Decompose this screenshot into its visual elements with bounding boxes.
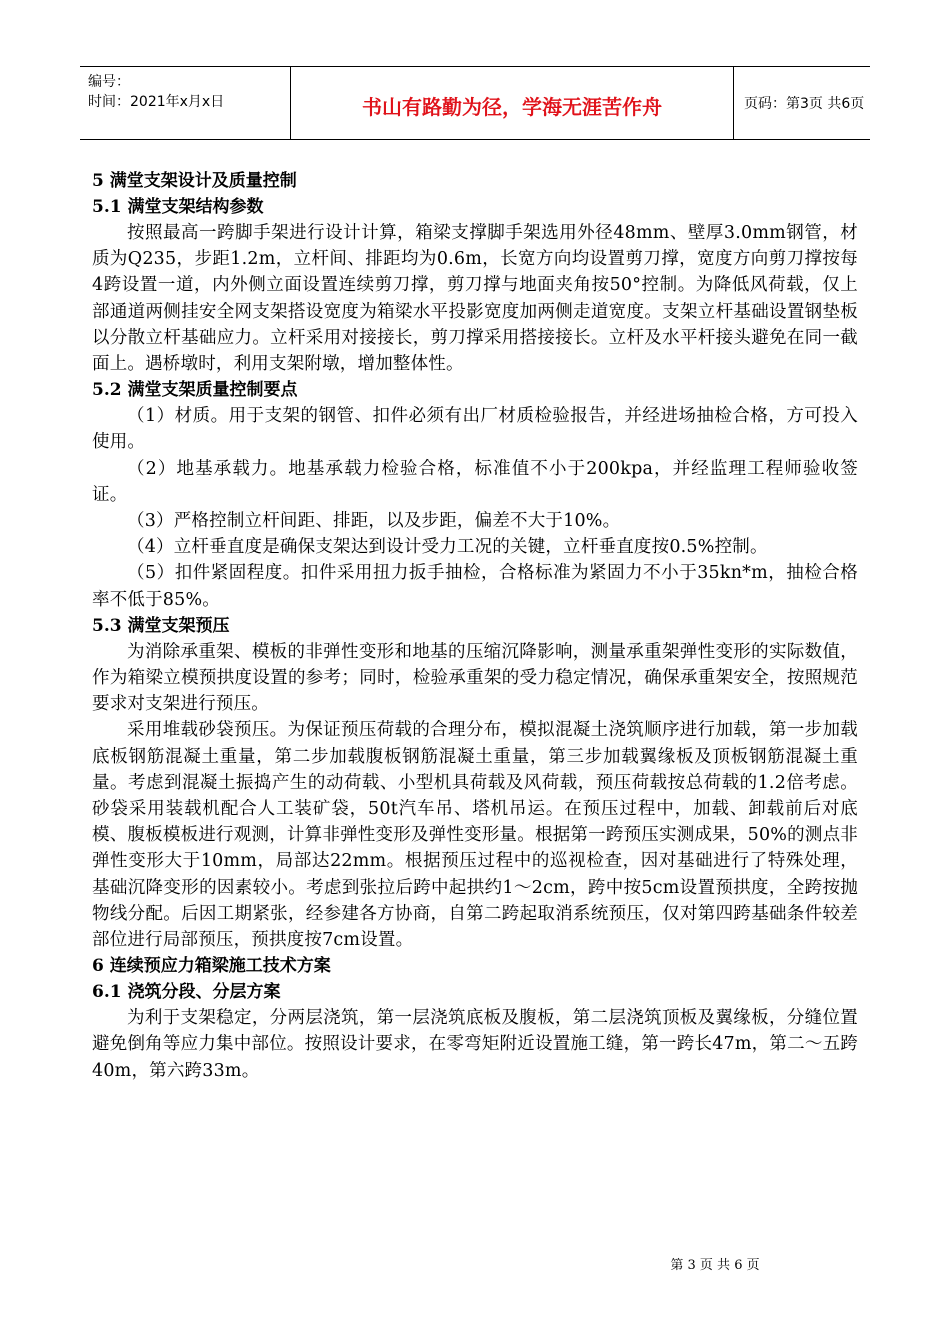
paragraph: 按照最高一跨脚手架进行设计计算，箱梁支撑脚手架选用外径48mm、壁厚3.0mm钢管，材质为Q235，步距1.2m，立杆间、排距均为0.6m，长宽方向均设置剪刀撑，宽度方向剪刀撑按每4跨设置一道，内外侧立面设置连续剪刀撑，剪刀撑与地面夹角按50°控制。为降低风荷载，仅上部通道两侧挂安全网支架搭设宽度为箱梁水平投影宽度加两侧走道宽度。支架立杆基础设置钢垫板以分散立杆基础应力。立杆采用对接接长，剪刀撑采用搭接接长。立杆及水平杆接头避免在同一截面上。遇桥墩时，利用支架附墩，增加整体性。 bbox=[92, 223, 858, 375]
paragraph: （5）扣件紧固程度。扣件采用扭力扳手抽检，合格标准为紧固力不小于35kn*m，抽检合格率不低于85%。 bbox=[92, 563, 858, 610]
section-heading: 6 连续预应力箱梁施工技术方案 bbox=[92, 956, 331, 977]
section-heading: 5 满堂支架设计及质量控制 bbox=[92, 171, 297, 191]
paragraph: （2）地基承载力。地基承载力检验合格，标准值不小于200kpa，并经监理工程师验收签证。 bbox=[92, 458, 858, 505]
motto-text: 书山有路勤为径，学海无涯苦作舟 bbox=[362, 95, 662, 119]
header-page-cell bbox=[734, 67, 870, 139]
section-heading: 5.1 满堂支架结构参数 bbox=[92, 197, 264, 217]
document-body bbox=[92, 168, 858, 1084]
paragraph: 采用堆载砂袋预压。为保证预压荷载的合理分布，模拟混凝土浇筑顺序进行加载，第一步加载底板钢筋混凝土重量，第二步加载腹板钢筋混凝土重量，第三步加载翼缘板及顶板钢筋混凝土重量。考虑到混凝土振捣产生的动荷载、小型机具荷载及风荷载，预压荷载按总荷载的1.2倍考虑。砂袋采用装载机配合人工装矿袋，50t汽车吊、塔机吊运。在预压过程中，加载、卸载前后对底模、腹板模板进行观测，计算非弹性变形及弹性变形量。根据第一跨预压实测成果，50%的测点非弹性变形大于10mm，局部达22mm。根据预压过程中的巡视检查，因对基础进行了特殊处理，基础沉降变形的因素较小。考虑到张拉后跨中起拱约1～2cm，跨中按5cm设置预拱度，全跨按抛物线分配。后因工期紧张，经参建各方协商，自第二跨起取消系统预压，仅对第四跨基础条件较差部位进行局部预压，预拱度按7cm设置。 bbox=[92, 720, 858, 951]
paragraph: 为利于支架稳定，分两层浇筑，第一层浇筑底板及腹板，第二层浇筑顶板及翼缘板，分缝位置避免倒角等应力集中部位。按照设计要求，在零弯矩附近设置施工缝，第一跨长47m，第二～五跨40m，第六跨33m。 bbox=[92, 1008, 858, 1081]
section-heading: 6.1 浇筑分段、分层方案 bbox=[92, 982, 281, 1003]
header-meta-cell bbox=[80, 67, 291, 139]
paragraph: 为消除承重架、模板的非弹性变形和地基的压缩沉降影响，测量承重架弹性变形的实际数值，作为箱梁立模预拱度设置的参考；同时，检验承重架的受力稳定情况，确保承重架安全，按照规范要求对支架进行预压。 bbox=[92, 641, 858, 715]
paragraph: （4）立杆垂直度是确保支架达到设计受力工况的关键，立杆垂直度按0.5%控制。 bbox=[127, 537, 768, 558]
page-number-label: 页码：第3页 共6页 bbox=[744, 96, 865, 112]
section-heading: 5.2 满堂支架质量控制要点 bbox=[92, 380, 298, 401]
footer-page-number: 第 3 页 共 6 页 bbox=[670, 1258, 760, 1273]
page-footer bbox=[0, 1254, 950, 1273]
code-label: 编号： bbox=[88, 74, 130, 90]
paragraph: （3）严格控制立杆间距、排距，以及步距，偏差不大于10%。 bbox=[127, 511, 621, 532]
date-label: 时间：2021年x月x日 bbox=[88, 94, 225, 110]
paragraph: （1）材质。用于支架的钢管、扣件必须有出厂材质检验报告，并经进场抽检合格，方可投入使用。 bbox=[92, 406, 858, 453]
page-header bbox=[80, 66, 870, 140]
header-motto-cell bbox=[291, 67, 734, 139]
section-heading: 5.3 满堂支架预压 bbox=[92, 615, 230, 636]
